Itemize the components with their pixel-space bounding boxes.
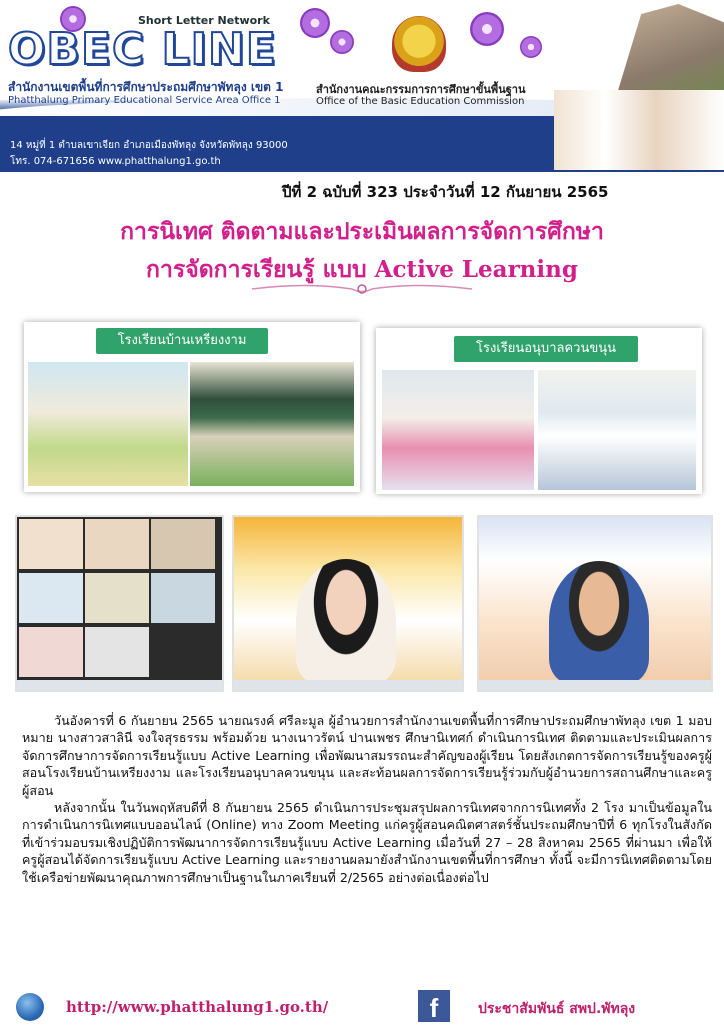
brand-logo-text: OBEC LINE (8, 24, 277, 75)
school-a-label: โรงเรียนบ้านเหรียงงาม (96, 328, 268, 354)
participant-tile (151, 519, 215, 569)
participant-tile (19, 573, 83, 623)
participant-tile (85, 573, 149, 623)
taskbar (479, 680, 711, 690)
office-name-en: Phatthalung Primary Educational Service Area Office 1 (8, 95, 281, 106)
participant-tile (19, 627, 83, 677)
zoom-speaker-screenshot (232, 515, 464, 692)
school-photo-panel-a (24, 322, 360, 492)
zoom-presenter-screenshot (477, 515, 713, 692)
taskbar (234, 680, 462, 690)
headline-line-1: การนิเทศ ติดตามและประเมินผลการจัดการศึกษา (120, 218, 604, 245)
globe-icon (16, 993, 44, 1021)
participant-tile (19, 519, 83, 569)
brand-tagline: Short Letter Network (138, 14, 270, 27)
obec-name-en: Office of the Basic Education Commission (316, 96, 525, 107)
obec-emblem-icon (392, 16, 446, 72)
zoom-gallery-screenshot (15, 515, 224, 692)
issue-line: ปีที่ 2 ฉบับที่ 323 ประจำวันที่ 12 กันยายน 2565 (282, 183, 609, 201)
article-paragraph-2: หลังจากนั้น ในวันพฤหัสบดีที่ 8 กันยายน 2565 ดำเนินการประชุมสรุปผลการนิเทศจากการนิเทศทั้ง 2 โรง มาเป็นข้อมูลในการดำเนินการนิเทศแบบออนไลน์ (Online) ทาง Zoom Meeting แก่ครูผู้สอนคณิตศาสตร์ชั้นประถมศึกษาปีที่ 6 ทุกโรงในสังกัด ที่เข้าร่วมอบรมเชิงปฏิบัติการพัฒนาการจัดการเรียนรู้แบบ Active Learning เมื่อวันที่ 27 – 28 สิงหาคม 2565 ที่ผ่านมา เพื่อให้ครูผู้สอนได้จัดการเรียนรู้แบบ Active Learning และรายงานผลมายังสำนักงานเขตพื้นที่การศึกษา ทั้งนี้ จะมีการนิเทศติดตามโดยใช้เครือข่ายพัฒนาคุณภาพการศึกษาเป็นฐานในภาคเรียนที่ 2/2565 อย่างต่อเนื่องต่อไป (22, 800, 712, 885)
ornament-divider-icon (252, 282, 472, 296)
office-name-th: สำนักงานเขตพื้นที่การศึกษาประถมศึกษาพัทลุง เขต 1 (8, 80, 284, 94)
participant-tile (85, 627, 149, 677)
participant-tile (85, 519, 149, 569)
students-photo (554, 90, 724, 170)
school-photo-panel-b (376, 328, 702, 494)
classroom-photo (382, 370, 534, 490)
obec-name-th: สำนักงานคณะกรรมการการศึกษาขั้นพื้นฐาน (316, 83, 526, 96)
orchid-flower-icon (520, 36, 542, 58)
classroom-photo (190, 362, 354, 486)
mountain-photo (604, 4, 724, 104)
speaker-video (296, 559, 396, 683)
orchid-flower-icon (300, 8, 330, 38)
headline-line-2: การจัดการเรียนรู้ แบบ Active Learning (146, 256, 578, 283)
pr-credit: ประชาสัมพันธ์ สพป.พัทลุง (478, 1001, 636, 1017)
presenter-video (549, 561, 649, 683)
participant-tile (151, 573, 215, 623)
taskbar (17, 680, 222, 690)
facebook-icon[interactable]: f (418, 990, 450, 1022)
website-link[interactable]: http://www.phatthalung1.go.th/ (66, 998, 329, 1016)
header-banner (0, 0, 724, 172)
orchid-flower-icon (470, 12, 504, 46)
classroom-photo (538, 370, 696, 490)
office-phone: โทร. 074-671656 www.phatthalung1.go.th (10, 156, 221, 167)
school-b-label: โรงเรียนอนุบาลควนขนุน (454, 336, 638, 362)
article-paragraph-1: วันอังคารที่ 6 กันยายน 2565 นายณรงค์ ศรีละมูล ผู้อำนวยการสำนักงานเขตพื้นที่การศึกษาประถมศึกษาพัทลุง เขต 1 มอบหมาย นางสาวสาลินี จงใจสุรธรรม พร้อมด้วย นางเนาวรัตน์ ปานเพชร ศึกษานิเทศก์ ดำเนินการนิเทศ ติดตามและประเมินผลการจัดการศึกษาการจัดการเรียนรู้แบบ Active Learning เพื่อพัฒนาสมรรถนะสำคัญของผู้เรียน โดยสังเกตการจัดการเรียนรู้ของครูผู้สอนโรงเรียนบ้านเหรียงงาม และโรงเรียนอนุบาลควนขนุน และสะท้อนผลการจัดการเรียนรู้ร่วมกับผู้อำนวยการสถานศึกษาและครูผู้สอน (22, 713, 712, 798)
article-body (22, 712, 712, 886)
classroom-photo (28, 362, 188, 486)
orchid-flower-icon (330, 30, 354, 54)
office-address: 14 หมู่ที่ 1 ตำบลเขาเจียก อำเภอเมืองพัทลุง จังหวัดพัทลุง 93000 (10, 140, 288, 151)
